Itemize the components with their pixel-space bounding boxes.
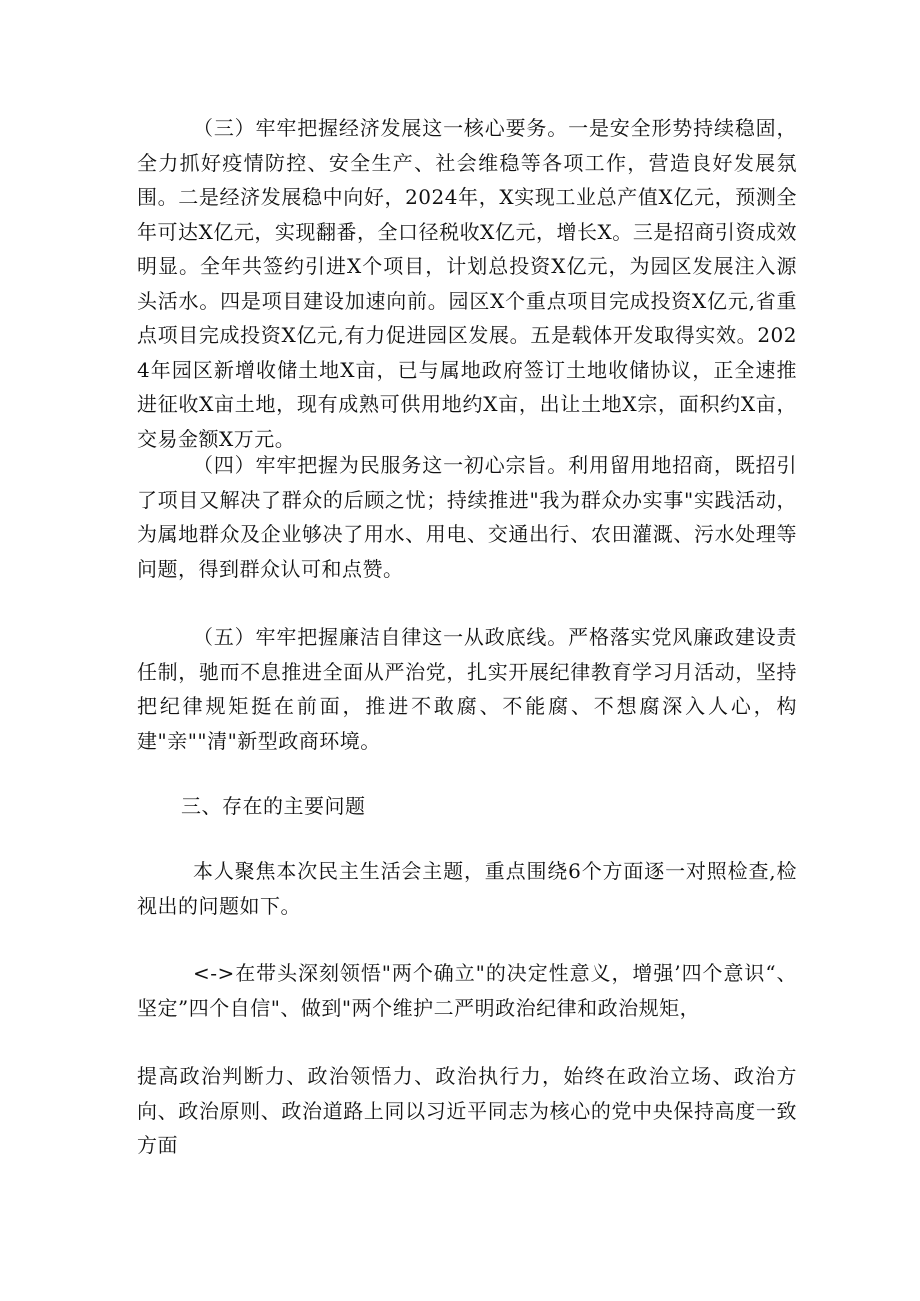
paragraph-integrity: （五）牢牢把握廉洁自律这一从政底线。严格落实党风廉政建设责任制，驰而不息推进全面从严治党，扎实开展纪律教育学习月活动，坚持把纪律规矩挺在前面，推进不敢腐、不能腐、不想腐深入人心，构建"亲""清"新型政商环境。 <box>137 625 797 753</box>
paragraph-economic-development: （三）牢牢把握经济发展这一核心要务。一是安全形势持续稳固，全力抓好疫情防控、安全生产、社会维稳等各项工作，营造良好发展氛围。二是经济发展稳中向好，2024年，X实现工业总产值X亿元，预测全年可达X亿元，实现翻番，全口径税收X亿元，增长X。三是招商引资成效明显。全年共签约引进X个项目，计划总投资X亿元，为园区发展注入源头活水。四是项目建设加速向前。园区X个重点项目完成投资X亿元,省重点项目完成投资X亿元,有力促进园区发展。五是载体开发取得实效。2024年园区新增收储土地X亩，已与属地政府签订土地收储协议，正全速推进征收X亩土地，现有成熟可供用地约X亩，出让土地X宗，面积约X亩，交易金额X万元。 <box>137 116 797 451</box>
paragraph-review-intro: 本人聚焦本次民主生活会主题，重点围绕6个方面逐一对照检查,检视出的问题如下。 <box>137 859 797 918</box>
paragraph-item-one-continued: 提高政治判断力、政治领悟力、政治执行力，始终在政治立场、政治方向、政治原则、政治道路上同以习近平同志为核心的党中央保持高度一致方面 <box>137 1064 797 1157</box>
section-heading-main-problems: 三、存在的主要问题 <box>181 794 366 818</box>
paragraph-item-one: <->在带头深刻领悟"两个确立"的决定性意义，增强’四个意识“、坚定”四个自信"、做到"两个维护二严明政治纪律和政治规矩， <box>137 961 797 1020</box>
paragraph-serving-people: （四）牢牢把握为民服务这一初心宗旨。利用留用地招商，既招引了项目又解决了群众的后顾之忧；持续推进"我为群众办实事"实践活动，为属地群众及企业够决了用水、用电、交通出行、农田灌溉、污水处理等问题，得到群众认可和点赞。 <box>137 453 797 581</box>
